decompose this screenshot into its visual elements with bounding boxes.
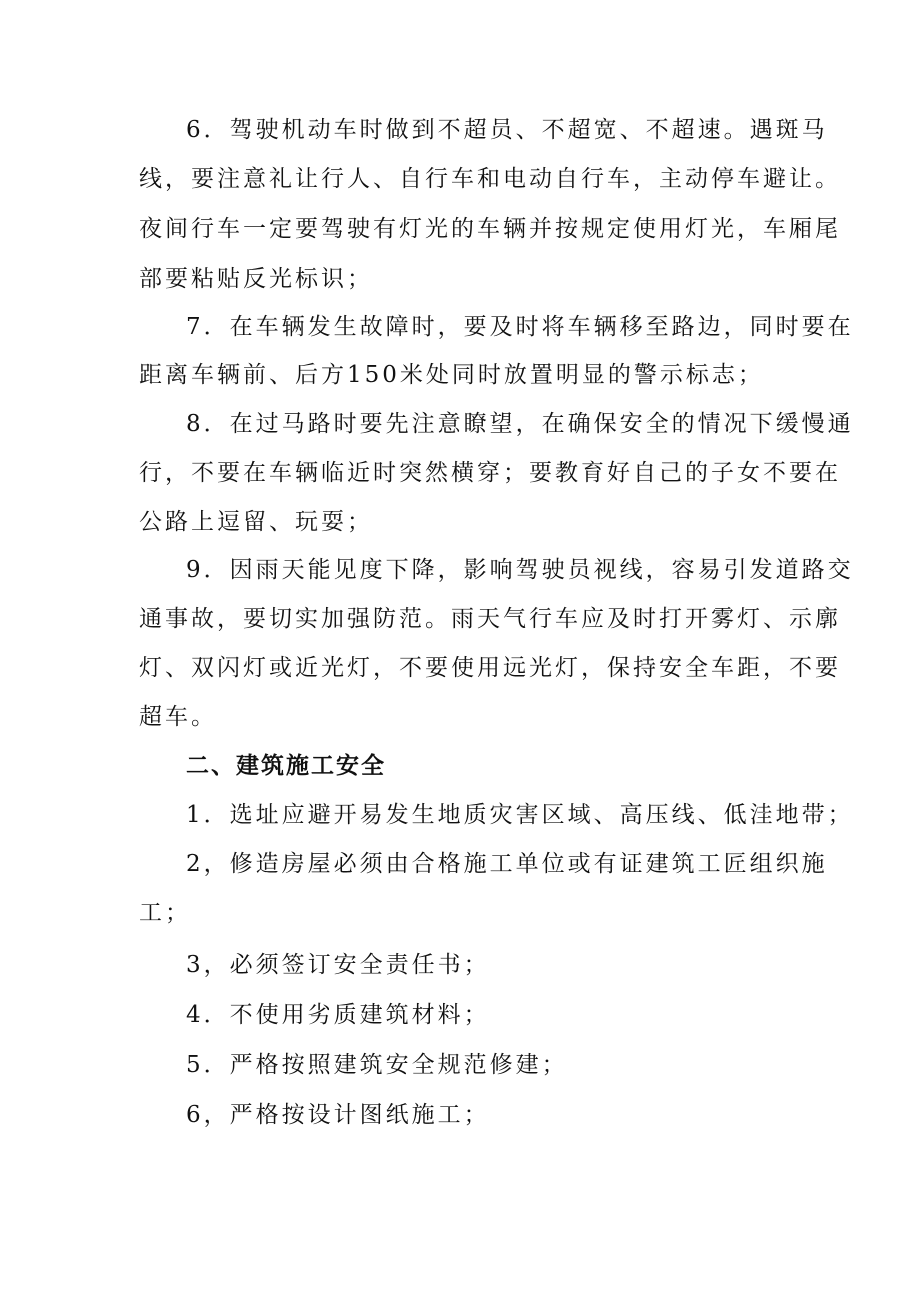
text-line: 部要粘贴反光标识； bbox=[139, 266, 373, 292]
text-line: 线，要注意礼让行人、自行车和电动自行车，主动停车避让。 bbox=[139, 166, 841, 192]
text-line: 6．驾驶机动车时做到不超员、不超宽、不超速。遇斑马 bbox=[186, 117, 828, 143]
text-line: 1．选址应避开易发生地质灾害区域、高压线、低洼地带； bbox=[186, 802, 854, 828]
text-line: 夜间行车一定要驾驶有灯光的车辆并按规定使用灯光，车厢尾 bbox=[139, 216, 841, 242]
text-line: 行，不要在车辆临近时突然横穿；要教育好自己的子女不要在 bbox=[139, 460, 841, 486]
text-line: 6，严格按设计图纸施工； bbox=[186, 1102, 490, 1128]
text-line: 距离车辆前、后方150米处同时放置明显的警示标志； bbox=[139, 362, 764, 388]
text-line: 5．严格按照建筑安全规范修建； bbox=[186, 1052, 568, 1078]
text-line: 8．在过马路时要先注意瞭望，在确保安全的情况下缓慢通 bbox=[186, 411, 854, 437]
text-line: 9．因雨天能见度下降，影响驾驶员视线，容易引发道路交 bbox=[186, 557, 854, 583]
text-line: 公路上逗留、玩耍； bbox=[139, 509, 373, 535]
section-heading: 二、建筑施工安全 bbox=[186, 753, 386, 779]
text-line: 灯、双闪灯或近光灯，不要使用远光灯，保持安全车距，不要 bbox=[139, 655, 841, 681]
text-line: 通事故，要切实加强防范。雨天气行车应及时打开雾灯、示廓 bbox=[139, 606, 841, 632]
text-line: 超车。 bbox=[139, 704, 217, 730]
text-line: 3，必须签订安全责任书； bbox=[186, 952, 490, 978]
text-line: 7．在车辆发生故障时，要及时将车辆移至路边，同时要在 bbox=[186, 314, 854, 340]
text-line: 2，修造房屋必须由合格施工单位或有证建筑工匠组织施 bbox=[186, 851, 828, 877]
text-line: 工； bbox=[139, 900, 191, 926]
text-line: 4．不使用劣质建筑材料； bbox=[186, 1002, 490, 1028]
